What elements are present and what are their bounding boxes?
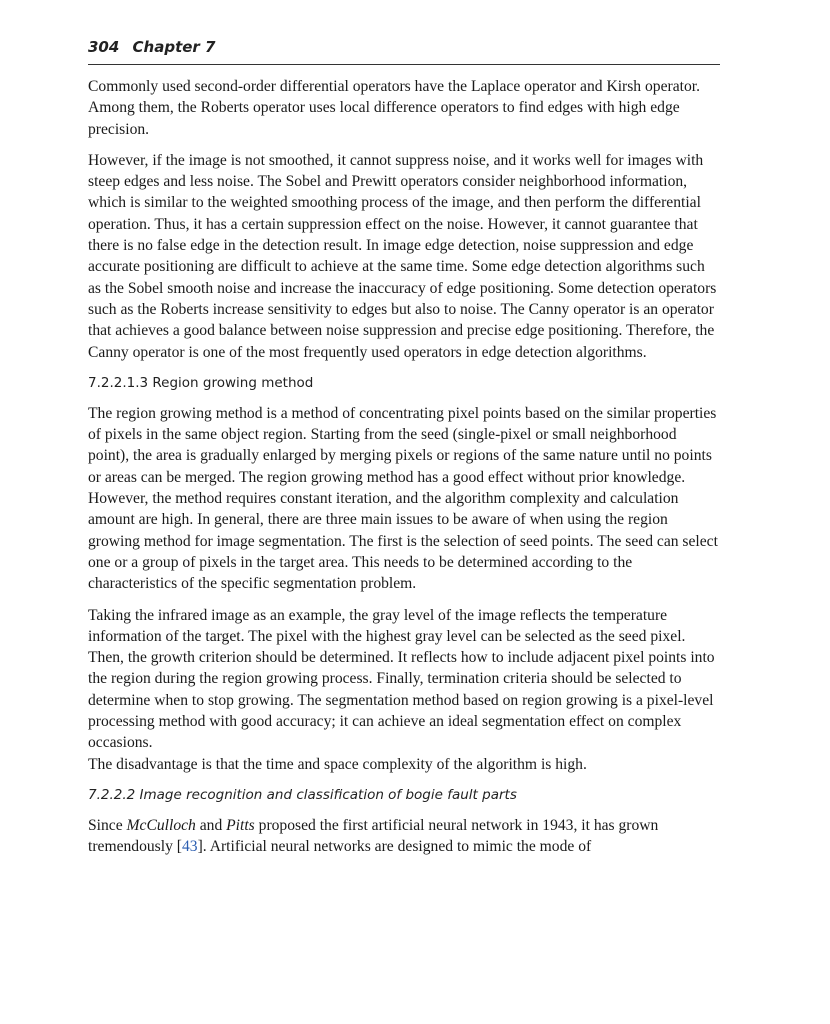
text-run: Since <box>88 816 127 834</box>
running-header <box>88 38 720 56</box>
text-run: proposed the first artificial neural network in 1943, it has grown tremendously [ <box>88 816 659 856</box>
paragraph <box>88 605 720 775</box>
citation-link[interactable]: 43 <box>181 838 198 856</box>
page-body <box>88 76 720 868</box>
author-name: Pitts <box>226 816 255 834</box>
page-number: 304 <box>88 38 120 56</box>
paragraph-text: The disadvantage is that the time and space complexity of the algorithm is high. <box>88 755 587 773</box>
text-run: ]. Artificial neural networks are designed to mimic the mode of <box>197 838 592 856</box>
text-run: and <box>195 816 227 834</box>
paragraph <box>88 815 720 858</box>
paragraph-text: Taking the infrared image as an example, the gray level of the image reflects the temperature information of the target. The pixel with the highest gray level can be selected as the seed pixel. Then, the growth criterion should be determined. It reflects how to include adjacent pixel points into the region during the region growing process. Finally, termination criteria should be selected to determine when to stop growing. The segmentation method based on region growing is a pixel-level processing method with good accuracy; it can achieve an ideal segmentation effect on complex occasions. <box>88 606 715 752</box>
paragraph: However, if the image is not smoothed, it cannot suppress noise, and it works well for images with steep edges and less noise. The Sobel and Prewitt operators consider neighborhood information, which is similar to the weighted smoothing process of the image, and then perform the differential operation. Thus, it has a certain suppression effect on the noise. However, it cannot guarantee that there is no false edge in the detection result. In image edge detection, noise suppression and edge accurate positioning are difficult to achieve at the same time. Some edge detection algorithms such as the Sobel smooth noise and increase the inaccuracy of edge positioning. Some detection operators such as the Roberts increase sensitivity to edges but also to noise. The Canny operator is an operator that achieves a good balance between noise suppression and precise edge positioning. Therefore, the Canny operator is one of the most frequently used operators in edge detection algorithms. <box>88 151 717 361</box>
section-heading: 7.2.2.2 Image recognition and classification of bogie fault parts <box>88 786 517 803</box>
subsection-heading: 7.2.2.1.3 Region growing method <box>88 374 314 391</box>
paragraph: Commonly used second-order differential operators have the Laplace operator and Kirsh operator. Among them, the Roberts operator uses local difference operators to find edges with high edge precision. <box>88 78 700 138</box>
header-rule <box>88 64 720 65</box>
chapter-label: Chapter 7 <box>132 38 216 56</box>
paragraph: The region growing method is a method of concentrating pixel points based on the similar properties of pixels in the same object region. Starting from the seed (single-pixel or small neighborhood point), the area is gradually enlarged by merging pixels or regions of the same nature until no points or areas can be merged. The region growing method has a good effect without prior knowledge. However, the method requires constant iteration, and the algorithm complexity and calculation amount are high. In general, there are three main issues to be aware of when using the region growing method for image segmentation. The first is the selection of seed points. The seed can select one or a group of pixels in the target area. This needs to be determined according to the characteristics of the specific segmentation problem. <box>88 404 718 593</box>
author-name: McCulloch <box>126 816 196 834</box>
